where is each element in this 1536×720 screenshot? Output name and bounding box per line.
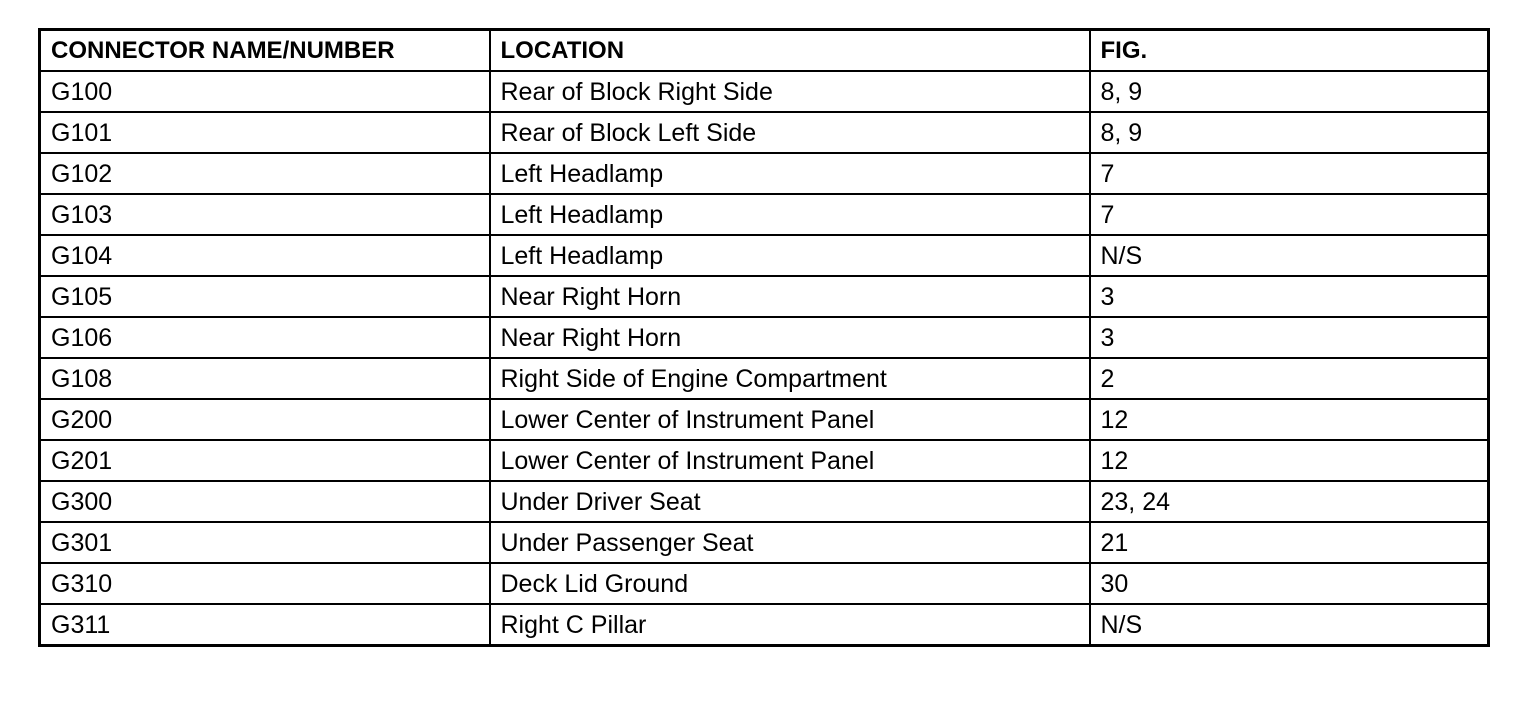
connector-cell: G201 (40, 440, 490, 481)
table-row (40, 563, 1489, 604)
table-row (40, 399, 1489, 440)
fig-cell: 8, 9 (1090, 71, 1489, 112)
connector-cell: G310 (40, 563, 490, 604)
table-row (40, 317, 1489, 358)
fig-cell: 7 (1090, 194, 1489, 235)
header-location: LOCATION (490, 30, 1090, 72)
fig-cell: 7 (1090, 153, 1489, 194)
connector-cell: G105 (40, 276, 490, 317)
connector-cell: G104 (40, 235, 490, 276)
connector-table (38, 28, 1490, 647)
table-row (40, 235, 1489, 276)
connector-cell: G106 (40, 317, 490, 358)
fig-cell: 3 (1090, 317, 1489, 358)
location-cell: Right C Pillar (490, 604, 1090, 646)
connector-cell: G311 (40, 604, 490, 646)
location-cell: Deck Lid Ground (490, 563, 1090, 604)
location-cell: Lower Center of Instrument Panel (490, 440, 1090, 481)
fig-cell: 12 (1090, 399, 1489, 440)
fig-cell: N/S (1090, 604, 1489, 646)
location-cell: Near Right Horn (490, 276, 1090, 317)
connector-cell: G108 (40, 358, 490, 399)
location-cell: Under Passenger Seat (490, 522, 1090, 563)
location-cell: Under Driver Seat (490, 481, 1090, 522)
fig-cell: 21 (1090, 522, 1489, 563)
connector-cell: G103 (40, 194, 490, 235)
connector-cell: G100 (40, 71, 490, 112)
table-row (40, 358, 1489, 399)
connector-cell: G200 (40, 399, 490, 440)
table-row (40, 481, 1489, 522)
location-cell: Rear of Block Left Side (490, 112, 1090, 153)
connector-cell: G101 (40, 112, 490, 153)
table-header-row (40, 30, 1489, 72)
fig-cell: 30 (1090, 563, 1489, 604)
connector-cell: G301 (40, 522, 490, 563)
header-connector-name-number: CONNECTOR NAME/NUMBER (40, 30, 490, 72)
location-cell: Lower Center of Instrument Panel (490, 399, 1090, 440)
location-cell: Right Side of Engine Compartment (490, 358, 1090, 399)
connector-cell: G102 (40, 153, 490, 194)
connector-cell: G300 (40, 481, 490, 522)
table-row (40, 604, 1489, 646)
fig-cell: 2 (1090, 358, 1489, 399)
table-row (40, 276, 1489, 317)
fig-cell: 8, 9 (1090, 112, 1489, 153)
location-cell: Left Headlamp (490, 235, 1090, 276)
table-row (40, 194, 1489, 235)
location-cell: Rear of Block Right Side (490, 71, 1090, 112)
table-row (40, 153, 1489, 194)
table-row (40, 522, 1489, 563)
location-cell: Left Headlamp (490, 153, 1090, 194)
fig-cell: 3 (1090, 276, 1489, 317)
location-cell: Near Right Horn (490, 317, 1090, 358)
location-cell: Left Headlamp (490, 194, 1090, 235)
table-row (40, 112, 1489, 153)
fig-cell: 12 (1090, 440, 1489, 481)
fig-cell: 23, 24 (1090, 481, 1489, 522)
fig-cell: N/S (1090, 235, 1489, 276)
table-row (40, 440, 1489, 481)
header-fig: FIG. (1090, 30, 1489, 72)
table-row (40, 71, 1489, 112)
